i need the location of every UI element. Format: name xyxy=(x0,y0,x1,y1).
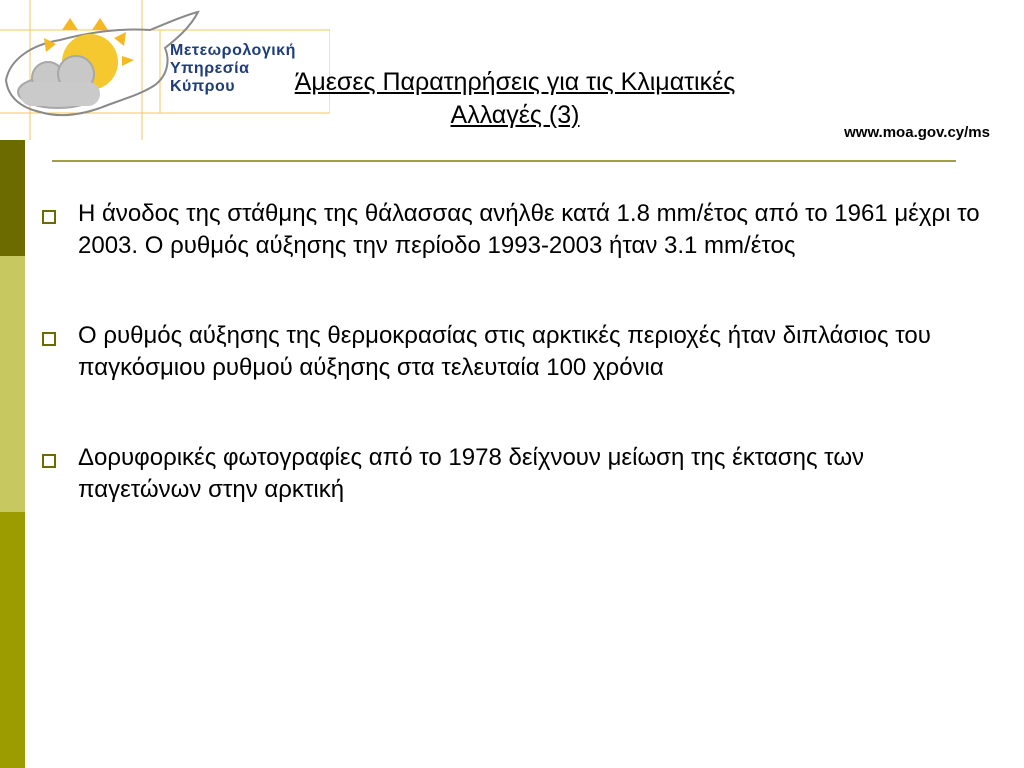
website-url: www.moa.gov.cy/ms xyxy=(844,124,990,141)
square-bullet-icon xyxy=(42,454,56,468)
side-stripe-dark xyxy=(0,140,25,256)
square-bullet-icon xyxy=(42,332,56,346)
slide-title: Άμεσες Παρατηρήσεις για τις Κλιματικές Αλλαγές (3) xyxy=(294,68,736,129)
bullet-text: Ο ρυθμός αύξησης της θερμοκρασίας στις αρκτικές περιοχές ήταν διπλάσιος του παγκόσμιου ρυθμού αύξησης στα τελευταία 100 χρόνια xyxy=(78,322,931,381)
bullet-text: Δορυφορικές φωτογραφίες από το 1978 δείχνουν μείωση της έκτασης των παγετώνων στην αρκτική xyxy=(78,444,865,503)
bullet-list xyxy=(40,198,980,564)
logo-line-2: Υπηρεσία xyxy=(170,60,250,77)
logo-line-1: Μετεωρολογική xyxy=(170,42,296,59)
side-stripe-light xyxy=(0,256,25,512)
logo-line-3: Κύπρου xyxy=(170,78,236,95)
list-item xyxy=(40,198,980,262)
square-bullet-icon xyxy=(42,210,56,224)
side-stripe-mid xyxy=(0,512,25,768)
bullet-text: Η άνοδος της στάθμης της θάλασσας ανήλθε κατά 1.8 mm/έτος από το 1961 μέχρι το 2003. Ο ρυθμός αύξησης την περίοδο 1993-2003 ήταν 3.1 mm/έτος xyxy=(78,200,980,259)
list-item xyxy=(40,442,980,506)
list-item xyxy=(40,320,980,384)
title-divider xyxy=(52,160,956,162)
